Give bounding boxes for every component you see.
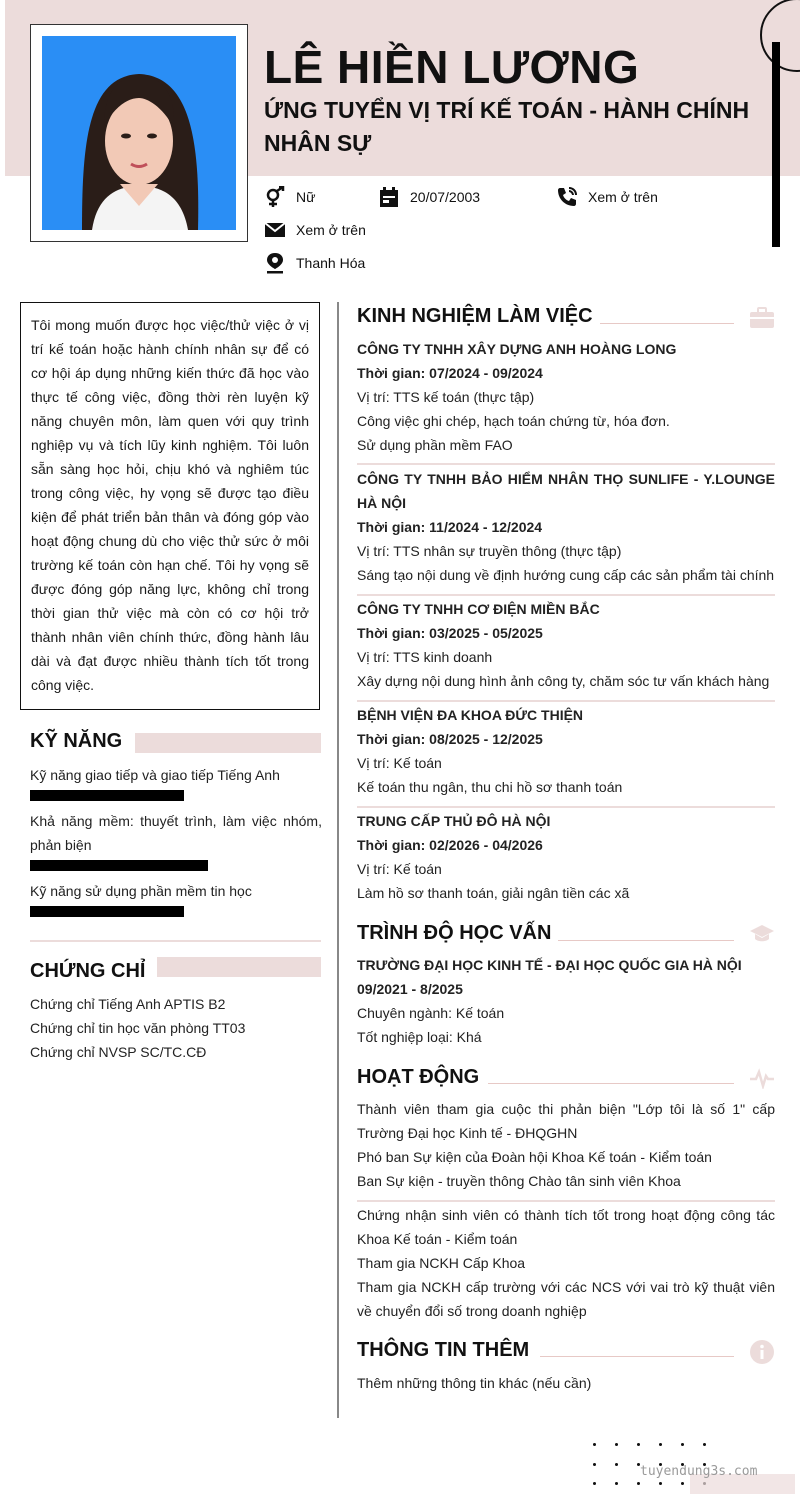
activity-5: Tham gia NCKH Cấp Khoa bbox=[357, 1255, 526, 1271]
extra-info-text: Thêm những thông tin khác (nếu cần) bbox=[357, 1375, 592, 1391]
exp-2-role: Vị trí: TTS nhân sự truyền thông (thực tập) bbox=[357, 543, 622, 559]
exp-5-company: TRUNG CẤP THỦ ĐÔ HÀ NỘI bbox=[357, 813, 551, 829]
exp-4-desc-1: Kế toán thu ngân, thu chi hồ sơ thanh toán bbox=[357, 779, 623, 795]
candidate-name: LÊ HIỀN LƯƠNG bbox=[264, 41, 640, 93]
exp-3-desc-1: Xây dựng nội dung hình ảnh công ty, chăm sóc tư vấn khách hàng bbox=[357, 673, 770, 689]
exp-2-desc-1: Sáng tạo nội dung về định hướng cung cấp các sản phẩm tài chính bbox=[357, 567, 775, 583]
career-objective: Tôi mong muốn được học việc/thử việc ở vị trí kế toán hoặc hành chính nhân sự để có cơ hội áp dụng những kiến thức đã học vào thực tế công việc, đồng thời rèn luyện kỹ năng chuyên môn, làm quen với quy trình nghiệp vụ và tích lũy kinh nghiệm. Tôi luôn sẵn sàng học hỏi, chịu khó và nghiêm túc trong công việc, hy vọng sẽ được tạo điều kiện để phát triển bản thân và đóng góp vào hoạt động chung dù cho việc thử sức ở môi trường kế toán còn hạn chế. Tôi hy vọng sẽ được đóng góp năng lực, không chỉ trong thời gian thử việc mà còn có cơ hội trở thành nhân viên chính thức, đồng hành lâu dài và đạt được nhiều thành tích tốt trong công việc. bbox=[20, 302, 320, 710]
exp-separator-2 bbox=[357, 594, 775, 596]
skill-level-bar-1 bbox=[30, 790, 184, 801]
activity-2: Phó ban Sự kiện của Đoàn hội Khoa Kế toán - Kiểm toán bbox=[357, 1149, 712, 1165]
education-title: TRÌNH ĐỘ HỌC VẤN bbox=[357, 922, 552, 944]
education-school: TRƯỜNG ĐẠI HỌC KINH TẾ - ĐẠI HỌC QUỐC GIA HÀ NỘI bbox=[357, 957, 742, 973]
exp-separator-1 bbox=[357, 463, 775, 465]
exp-1-desc-2: Sử dụng phần mềm FAO bbox=[357, 437, 513, 453]
profile-photo bbox=[42, 36, 236, 230]
experience-title-line bbox=[600, 323, 734, 324]
activity-4: Chứng nhận sinh viên có thành tích tốt trong hoạt động công tác Khoa Kế toán - Kiểm toán bbox=[357, 1207, 775, 1247]
exp-3-time: Thời gian: 03/2025 - 05/2025 bbox=[357, 625, 543, 641]
briefcase-icon bbox=[749, 307, 775, 329]
email-info bbox=[264, 219, 366, 241]
calendar-icon bbox=[378, 186, 400, 208]
phone-info bbox=[556, 186, 658, 208]
education-title-line bbox=[558, 940, 734, 941]
watermark: tuyendung3s.com bbox=[640, 1464, 758, 1479]
dob-value: 20/07/2003 bbox=[410, 189, 481, 205]
exp-1-company: CÔNG TY TNHH XÂY DỰNG ANH HOÀNG LONG bbox=[357, 341, 677, 357]
exp-3-company: CÔNG TY TNHH CƠ ĐIỆN MIỀN BẮC bbox=[357, 601, 600, 617]
certificate-item-2: Chứng chỉ tin học văn phòng TT03 bbox=[30, 1020, 246, 1036]
applied-position: ỨNG TUYỂN VỊ TRÍ KẾ TOÁN - HÀNH CHÍNH NHÂN SỰ bbox=[264, 97, 750, 156]
email-value: Xem ở trên bbox=[296, 222, 366, 238]
exp-4-company: BỆNH VIỆN ĐA KHOA ĐỨC THIỆN bbox=[357, 707, 584, 723]
exp-1-role: Vị trí: TTS kế toán (thực tập) bbox=[357, 389, 535, 405]
location-pin-icon bbox=[264, 252, 286, 274]
address-value: Thanh Hóa bbox=[296, 255, 366, 271]
skills-title-bar bbox=[135, 733, 321, 753]
exp-separator-4 bbox=[357, 806, 775, 808]
exp-2-time: Thời gian: 11/2024 - 12/2024 bbox=[357, 519, 543, 535]
education-major: Chuyên ngành: Kế toán bbox=[357, 1005, 505, 1021]
gender-icon bbox=[264, 186, 286, 208]
skill-item-1: Kỹ năng giao tiếp và giao tiếp Tiếng Anh bbox=[30, 767, 280, 783]
extra-info-title-line bbox=[540, 1356, 734, 1357]
phone-icon bbox=[556, 186, 578, 208]
activity-1: Thành viên tham gia cuộc thi phản biện "Lớp tôi là số 1" cấp Trường Đại học Kinh tế - ĐHQGHN bbox=[357, 1101, 775, 1141]
exp-5-time: Thời gian: 02/2026 - 04/2026 bbox=[357, 837, 543, 853]
extra-info-title: THÔNG TIN THÊM bbox=[357, 1339, 530, 1361]
activity-separator bbox=[357, 1200, 775, 1202]
exp-2-company: CÔNG TY TNHH BẢO HIỂM NHÂN THỌ SUNLIFE - Y.LOUNGE HÀ NỘI bbox=[357, 471, 775, 511]
left-separator bbox=[30, 940, 321, 942]
column-divider bbox=[337, 302, 339, 1418]
info-icon bbox=[749, 1339, 775, 1365]
exp-5-desc-1: Làm hồ sơ thanh toán, giải ngân tiền các xã bbox=[357, 885, 630, 901]
skill-level-bar-2 bbox=[30, 860, 208, 871]
skills-title: KỸ NĂNG bbox=[30, 730, 123, 752]
activities-title-line bbox=[488, 1083, 734, 1084]
certificates-title-bar bbox=[157, 957, 321, 977]
exp-1-time: Thời gian: 07/2024 - 09/2024 bbox=[357, 365, 543, 381]
exp-separator-3 bbox=[357, 700, 775, 702]
certificate-item-3: Chứng chỉ NVSP SC/TC.CĐ bbox=[30, 1044, 207, 1060]
exp-5-role: Vị trí: Kế toán bbox=[357, 861, 442, 877]
gender-value: Nữ bbox=[296, 189, 316, 205]
decor-vertical-bar bbox=[772, 42, 780, 247]
exp-4-role: Vị trí: Kế toán bbox=[357, 755, 442, 771]
certificates-title: CHỨNG CHỈ bbox=[30, 960, 146, 982]
certificate-item-1: Chứng chỉ Tiếng Anh APTIS B2 bbox=[30, 996, 226, 1012]
graduation-cap-icon bbox=[749, 923, 775, 945]
exp-3-role: Vị trí: TTS kinh doanh bbox=[357, 649, 493, 665]
activity-3: Ban Sự kiện - truyền thông Chào tân sinh viên Khoa bbox=[357, 1173, 681, 1189]
phone-value: Xem ở trên bbox=[588, 189, 658, 205]
activity-pulse-icon bbox=[749, 1067, 775, 1089]
mail-icon bbox=[264, 219, 286, 241]
skill-item-2: Khả năng mềm: thuyết trình, làm việc nhóm, phản biện bbox=[30, 813, 322, 853]
activity-6: Tham gia NCKH cấp trường với các NCS với vai trò kỹ thuật viên về chuyển đổi số trong doanh nghiệp bbox=[357, 1279, 775, 1319]
skill-item-3: Kỹ năng sử dụng phần mềm tin học bbox=[30, 883, 252, 899]
skill-level-bar-3 bbox=[30, 906, 184, 917]
exp-1-desc-1: Công việc ghi chép, hạch toán chứng từ, hóa đơn. bbox=[357, 413, 670, 429]
exp-4-time: Thời gian: 08/2025 - 12/2025 bbox=[357, 731, 543, 747]
dob-info bbox=[378, 186, 480, 208]
experience-title: KINH NGHIỆM LÀM VIỆC bbox=[357, 305, 593, 327]
address-info bbox=[264, 252, 365, 274]
activities-title: HOẠT ĐỘNG bbox=[357, 1066, 480, 1088]
education-time: 09/2021 - 8/2025 bbox=[357, 981, 463, 997]
gender-info bbox=[264, 186, 315, 208]
education-grade: Tốt nghiệp loại: Khá bbox=[357, 1029, 482, 1045]
